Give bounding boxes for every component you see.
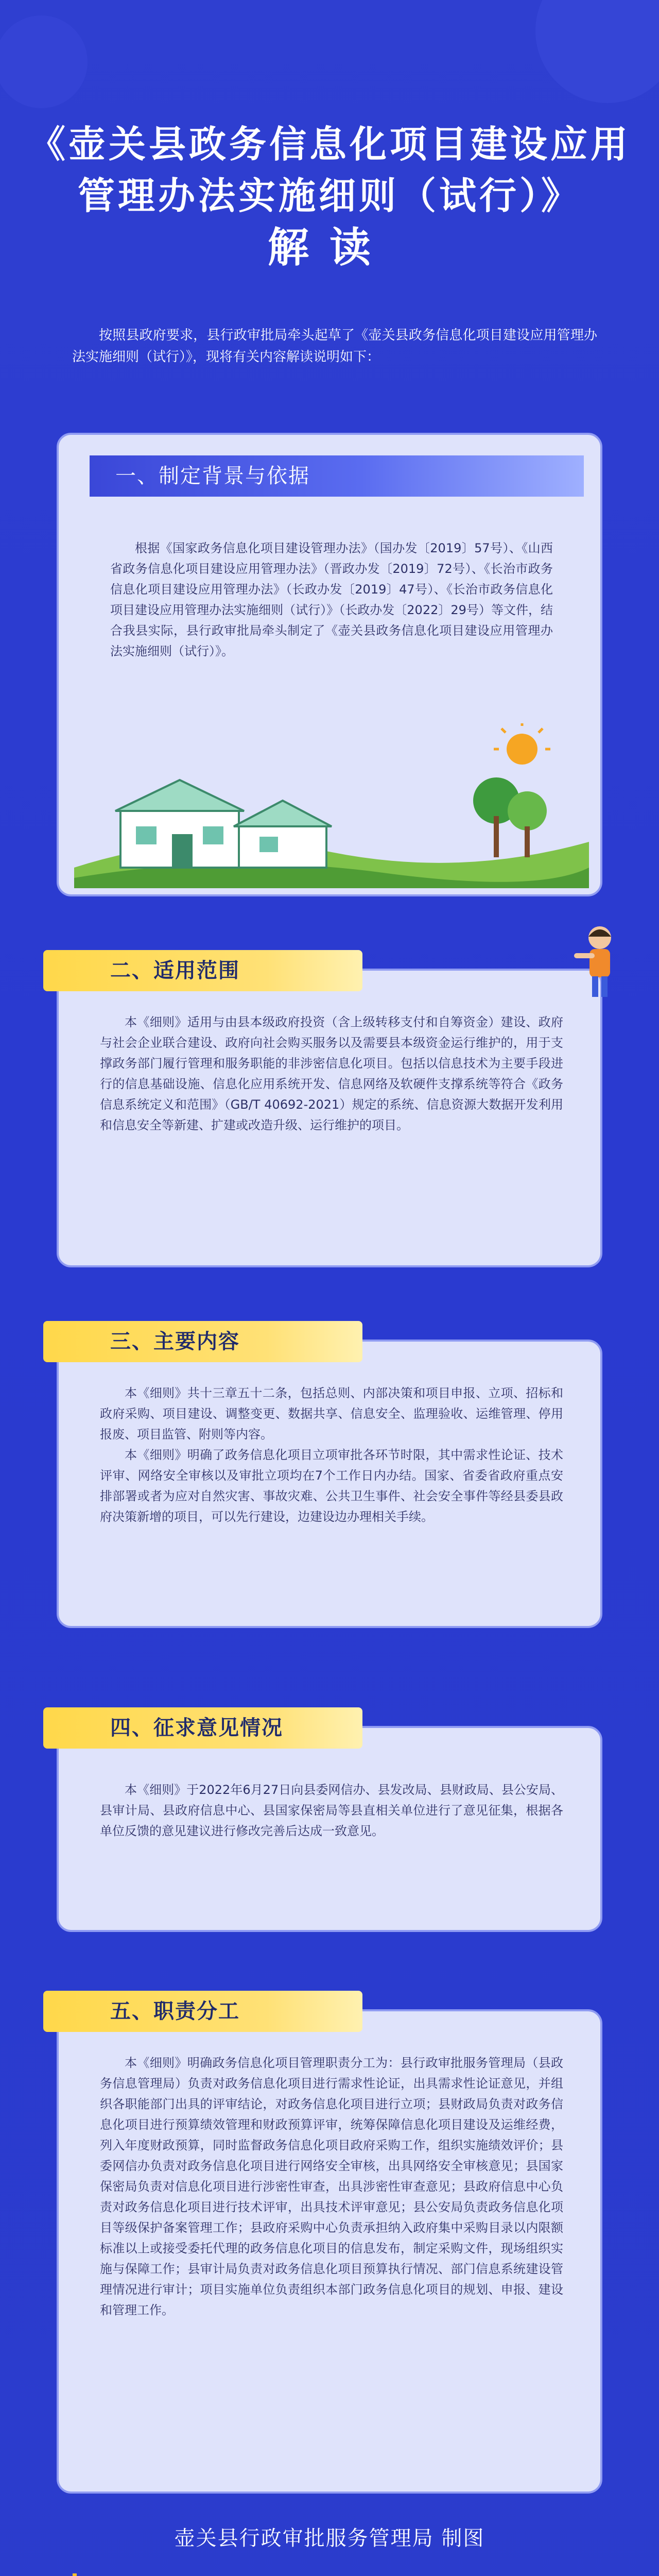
section-scope-card [57, 959, 602, 1267]
section-heading: 三、主要内容 [43, 1321, 362, 1362]
section-heading: 四、征求意见情况 [43, 1707, 362, 1749]
title-line-3: 解读 [268, 223, 391, 272]
section-heading: 五、职责分工 [43, 1991, 362, 2032]
village-illustration [74, 723, 589, 888]
footer-credit: 壶关县行政审批服务管理局 制图 [174, 2527, 485, 2550]
section-feedback-card [57, 1716, 602, 1932]
section-paragraph: 本《细则》明确了政务信息化项目立项审批各环节时限，其中需求性论证、技术评审、网络安全审核以及审批立项均在7个工作日内办结。国家、省委省政府重点安排部署或者为应对自然灾害、事故灾难、公共卫生事件、社会安全事件等经县委县政府决策新增的项目，可以先行建设，边建设边办理相关手续。 [100, 1448, 563, 1524]
section-paragraph: 本《细则》适用与由县本级政府投资（含上级转移支付和自筹资金）建设、政府与社会企业联合建设、政府向社会购买服务以及需要县本级资金运行维护的，用于支撑政务部门履行管理和服务职能的非涉密信息化项目。包括以信息技术为主要手段进行的信息基础设施、信息化应用系统开发、信息网络及软硬件支撑系统等符合《政务信息系统定义和范围》（GB/T 40692-2021）规定的系统、信息资源大数据开发利用和信息安全等新建、扩建或改造升级、运行维护的项目。 [100, 1015, 563, 1132]
header-decoration [0, 0, 659, 118]
section-background-card [57, 433, 602, 896]
section-heading: 二、适用范围 [43, 950, 362, 991]
footer-house-illustration [0, 2573, 659, 2576]
section-paragraph: 根据《国家政务信息化项目建设管理办法》（国办发〔2019〕57号）、《山西省政务信息化项目建设应用管理办法》（晋政办发〔2019〕72号）、《长治市政务信息化项目建设应用管理办法》（长政办发〔2019〕47号）、《长治市政务信息化项目建设应用管理办法实施细则（试行）》（长政办发〔2022〕29号）等文件，结合我县实际，县行政审批局牵头制定了《壶关县政务信息化项目建设应用管理办法实施细则（试行）》。 [110, 541, 553, 658]
section-heading: 一、制定背景与依据 [90, 455, 584, 497]
pointing-figure-illustration [571, 922, 628, 999]
intro-paragraph: 按照县政府要求，县行政审批局牵头起草了《壶关县政务信息化项目建设应用管理办法实施细则（试行）》，现将有关内容解读说明如下： [72, 328, 597, 365]
section-paragraph-group [100, 1383, 563, 1527]
title-line-1: 《壶关县政务信息化项目建设应用 [28, 122, 631, 166]
page-title [0, 118, 659, 273]
section-duties-card [57, 1999, 602, 2494]
title-line-2: 管理办法实施细则（试行）》 [77, 174, 581, 217]
sun-icon [507, 734, 537, 765]
section-paragraph: 本《细则》于2022年6月27日向县委网信办、县发改局、县财政局、县公安局、县审计局、县政府信息中心、县国家保密局等县直相关单位进行了意见征集，根据各单位反馈的意见建议进行修改完善后达成一致意见。 [100, 1783, 563, 1838]
section-paragraph: 本《细则》明确政务信息化项目管理职责分工为：县行政审批服务管理局（县政务信息管理局）负责对政务信息化项目进行需求性论证，出具需求性论证意见，并组织各职能部门出具的评审结论，对政务信息化项目进行立项；县财政局负责对政务信息化项目进行预算绩效管理和财政预算评审，统筹保障信息化项目建设及运维经费，列入年度财政预算，同时监督政务信息化项目政府采购工作，组织实施绩效评价；县委网信办负责对政务信息化项目进行网络安全审核，出具网络安全审核意见；县国家保密局负责对信息化项目进行涉密性审查，出具涉密性审查意见；县政府信息中心负责对政务信息化项目进行技术评审，出具技术评审意见；县公安局负责政务信息化项目等级保护备案管理工作；县政府采购中心负责承担纳入政府集中采购目录以内限额标准以上或接受委托代理的政务信息化项目的信息发布，制定采购文件，现场组织实施与保障工作；县审计局负责对政务信息化项目预算执行情况、部门信息系统建设管理情况进行审计；项目实施单位负责组织本部门政务信息化项目的规划、申报、建设和管理工作。 [100, 2056, 563, 2317]
section-paragraph: 本《细则》共十三章五十二条，包括总则、内部决策和项目申报、立项、招标和政府采购、项目建设、调整变更、数据共享、信息安全、监理验收、运维管理、停用报废、项目监管、附则等内容。 [100, 1386, 563, 1442]
section-content-card [57, 1330, 602, 1628]
